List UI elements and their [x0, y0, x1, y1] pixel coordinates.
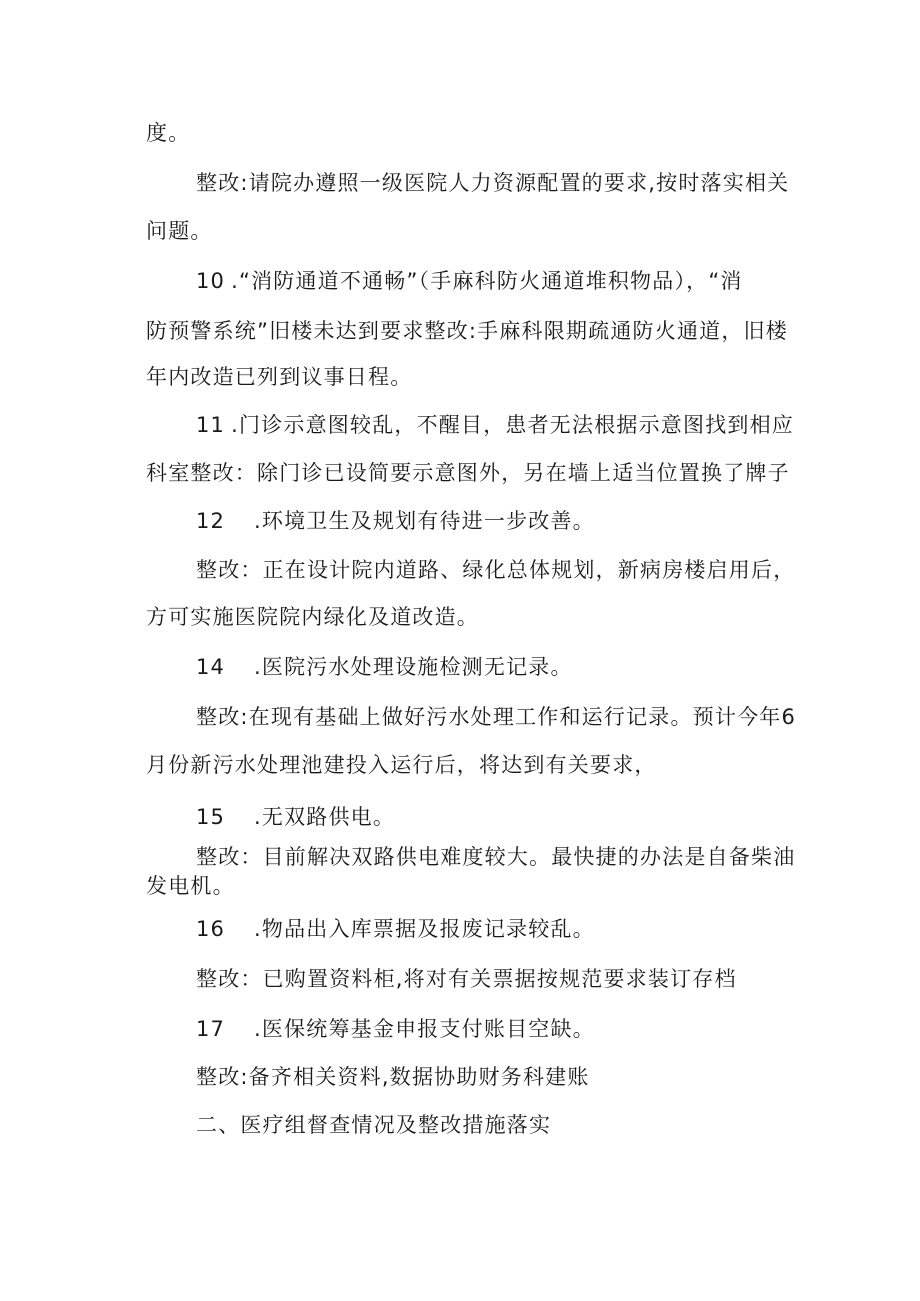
paragraph-line: [196, 966, 737, 992]
line-text: .物品出入库票据及报废记录较乱。: [254, 917, 595, 941]
numbered-item-line: [196, 268, 743, 294]
line-text: 整改：正在设计院内道路、绿化总体规划，新病房楼启用后，: [196, 558, 796, 582]
paragraph-line: [146, 873, 235, 899]
paragraph-line: [146, 120, 190, 146]
line-text: 二、医疗组督查情况及整改措施落实: [196, 1113, 552, 1137]
line-text: 整改:在现有基础上做好污水处理工作和运行记录。预计今年6: [196, 705, 797, 729]
paragraph-line: [146, 460, 790, 486]
numbered-item-line: [196, 804, 395, 830]
item-number: 15: [196, 805, 226, 829]
line-text: 整改:备齐相关资料,数据协助财务科建账: [196, 1065, 590, 1089]
item-number: 11: [196, 413, 226, 437]
line-text: 发电机。: [146, 874, 235, 898]
paragraph-line: [196, 170, 789, 196]
line-text: .门诊示意图较乱，不醒目，患者无法根据示意图找到相应: [231, 413, 794, 437]
line-text: .无双路供电。: [254, 805, 396, 829]
section-heading: [196, 1112, 551, 1138]
line-text: 问题。: [146, 219, 213, 243]
line-text: 整改:请院办遵照一级医院人力资源配置的要求,按时落实相关: [196, 171, 790, 195]
paragraph-line: [146, 218, 213, 244]
paragraph-line: [196, 557, 795, 583]
line-text: .医院污水处理设施检测无记录。: [254, 655, 573, 679]
numbered-item-line: [196, 1016, 595, 1042]
item-number: 12: [196, 509, 226, 533]
numbered-item-line: [196, 412, 794, 438]
paragraph-line: [146, 604, 479, 630]
line-text: 科室整改：除门诊已设简要示意图外，另在墙上适当位置换了牌子: [146, 461, 790, 485]
line-text: 度。: [146, 121, 191, 145]
line-text: 方可实施医院院内绿化及道改造。: [146, 605, 479, 629]
line-text: 年内改造已列到议事日程。: [146, 365, 413, 389]
line-text: 防预警系统”旧楼未达到要求整改:手麻科限期疏通防火通道，旧楼: [146, 319, 788, 343]
item-number: 17: [196, 1017, 226, 1041]
line-text: 月份新污水处理池建投入运行后，将达到有关要求，: [146, 753, 657, 777]
numbered-item-line: [196, 916, 595, 942]
item-number: 16: [196, 917, 226, 941]
paragraph-line: [196, 844, 795, 870]
line-text: 整改：目前解决双路供电难度较大。最快捷的办法是自备柴油: [196, 845, 796, 869]
line-text: .“消防通道不通畅”（手麻科防火通道堆积物品），“消: [231, 269, 743, 293]
line-text: 整改：已购置资料柜,将对有关票据按规范要求装订存档: [196, 967, 737, 991]
line-text: .医保统筹基金申报支付账目空缺。: [254, 1017, 595, 1041]
item-number: 14: [196, 655, 226, 679]
paragraph-line: [146, 752, 657, 778]
numbered-item-line: [196, 654, 573, 680]
paragraph-line: [146, 364, 412, 390]
item-number: 10: [196, 269, 226, 293]
line-text: .环境卫生及规划有待进一步改善。: [254, 509, 595, 533]
paragraph-line: [146, 318, 788, 344]
numbered-item-line: [196, 508, 595, 534]
paragraph-line: [196, 704, 796, 730]
paragraph-line: [196, 1064, 590, 1090]
